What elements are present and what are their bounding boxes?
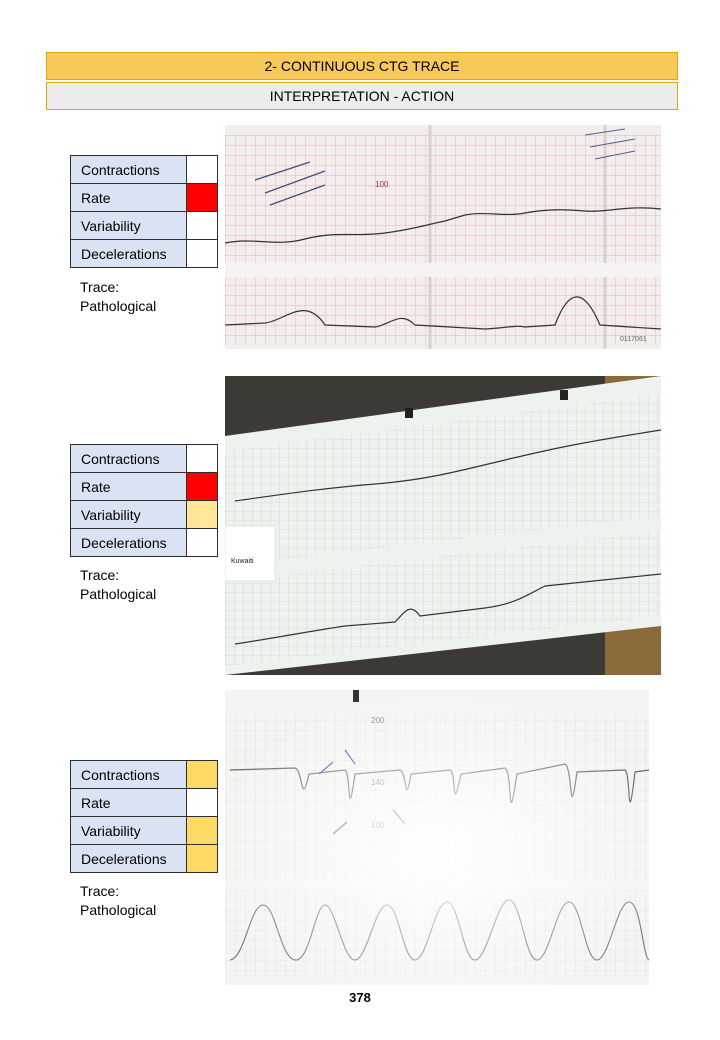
- table-row: [71, 529, 218, 557]
- status-swatch-decelerations: [187, 845, 218, 873]
- status-swatch-variability: [187, 817, 218, 845]
- status-swatch-decelerations: [187, 240, 218, 268]
- trace-value: Pathological: [80, 298, 157, 314]
- table-row: [71, 445, 218, 473]
- status-swatch-rate: [187, 789, 218, 817]
- table-row: [71, 473, 218, 501]
- assessment-table-3: [70, 760, 218, 873]
- row-label-rate: Rate: [71, 184, 187, 212]
- table-row: [71, 156, 218, 184]
- page-number: 378: [349, 990, 371, 1005]
- patient-label: Kuwaiti: [231, 558, 254, 565]
- row-label-variability: Variability: [71, 212, 187, 240]
- trace-value: Pathological: [80, 902, 157, 918]
- row-label-decelerations: Decelerations: [71, 240, 187, 268]
- table-row: [71, 240, 218, 268]
- table-row: [71, 501, 218, 529]
- status-swatch-variability: [187, 501, 218, 529]
- status-swatch-variability: [187, 212, 218, 240]
- status-swatch-rate: [187, 473, 218, 501]
- ctg-photo-2: [225, 376, 661, 675]
- assessment-table-2: [70, 444, 218, 557]
- assessment-table-1: [70, 155, 218, 268]
- row-label-decelerations: Decelerations: [71, 845, 187, 873]
- table-row: [71, 212, 218, 240]
- row-label-rate: Rate: [71, 789, 187, 817]
- trace-verdict-3: [80, 882, 156, 920]
- row-label-contractions: Contractions: [71, 445, 187, 473]
- section-title: 2- CONTINUOUS CTG TRACE: [46, 52, 678, 80]
- row-label-decelerations: Decelerations: [71, 529, 187, 557]
- status-swatch-contractions: [187, 761, 218, 789]
- table-row: [71, 817, 218, 845]
- row-label-contractions: Contractions: [71, 761, 187, 789]
- trace-label: Trace:: [80, 567, 120, 583]
- trace-label: Trace:: [80, 279, 120, 295]
- table-row: [71, 789, 218, 817]
- trace-verdict-2: [80, 566, 156, 604]
- trace-label: Trace:: [80, 883, 120, 899]
- trace-value: Pathological: [80, 586, 157, 602]
- row-label-variability: Variability: [71, 817, 187, 845]
- ctg-photo-1: [225, 125, 661, 349]
- row-label-variability: Variability: [71, 501, 187, 529]
- rate-tick-label: 100: [375, 180, 389, 189]
- status-swatch-contractions: [187, 445, 218, 473]
- status-swatch-contractions: [187, 156, 218, 184]
- table-row: [71, 184, 218, 212]
- status-swatch-rate: [187, 184, 218, 212]
- trace-verdict-1: [80, 278, 156, 316]
- row-label-contractions: Contractions: [71, 156, 187, 184]
- status-swatch-decelerations: [187, 529, 218, 557]
- row-label-rate: Rate: [71, 473, 187, 501]
- table-row: [71, 845, 218, 873]
- ctg-photo-3: [225, 690, 649, 985]
- section-subtitle: INTERPRETATION - ACTION: [46, 82, 678, 110]
- paper-serial: 0117061: [620, 336, 647, 343]
- table-row: [71, 761, 218, 789]
